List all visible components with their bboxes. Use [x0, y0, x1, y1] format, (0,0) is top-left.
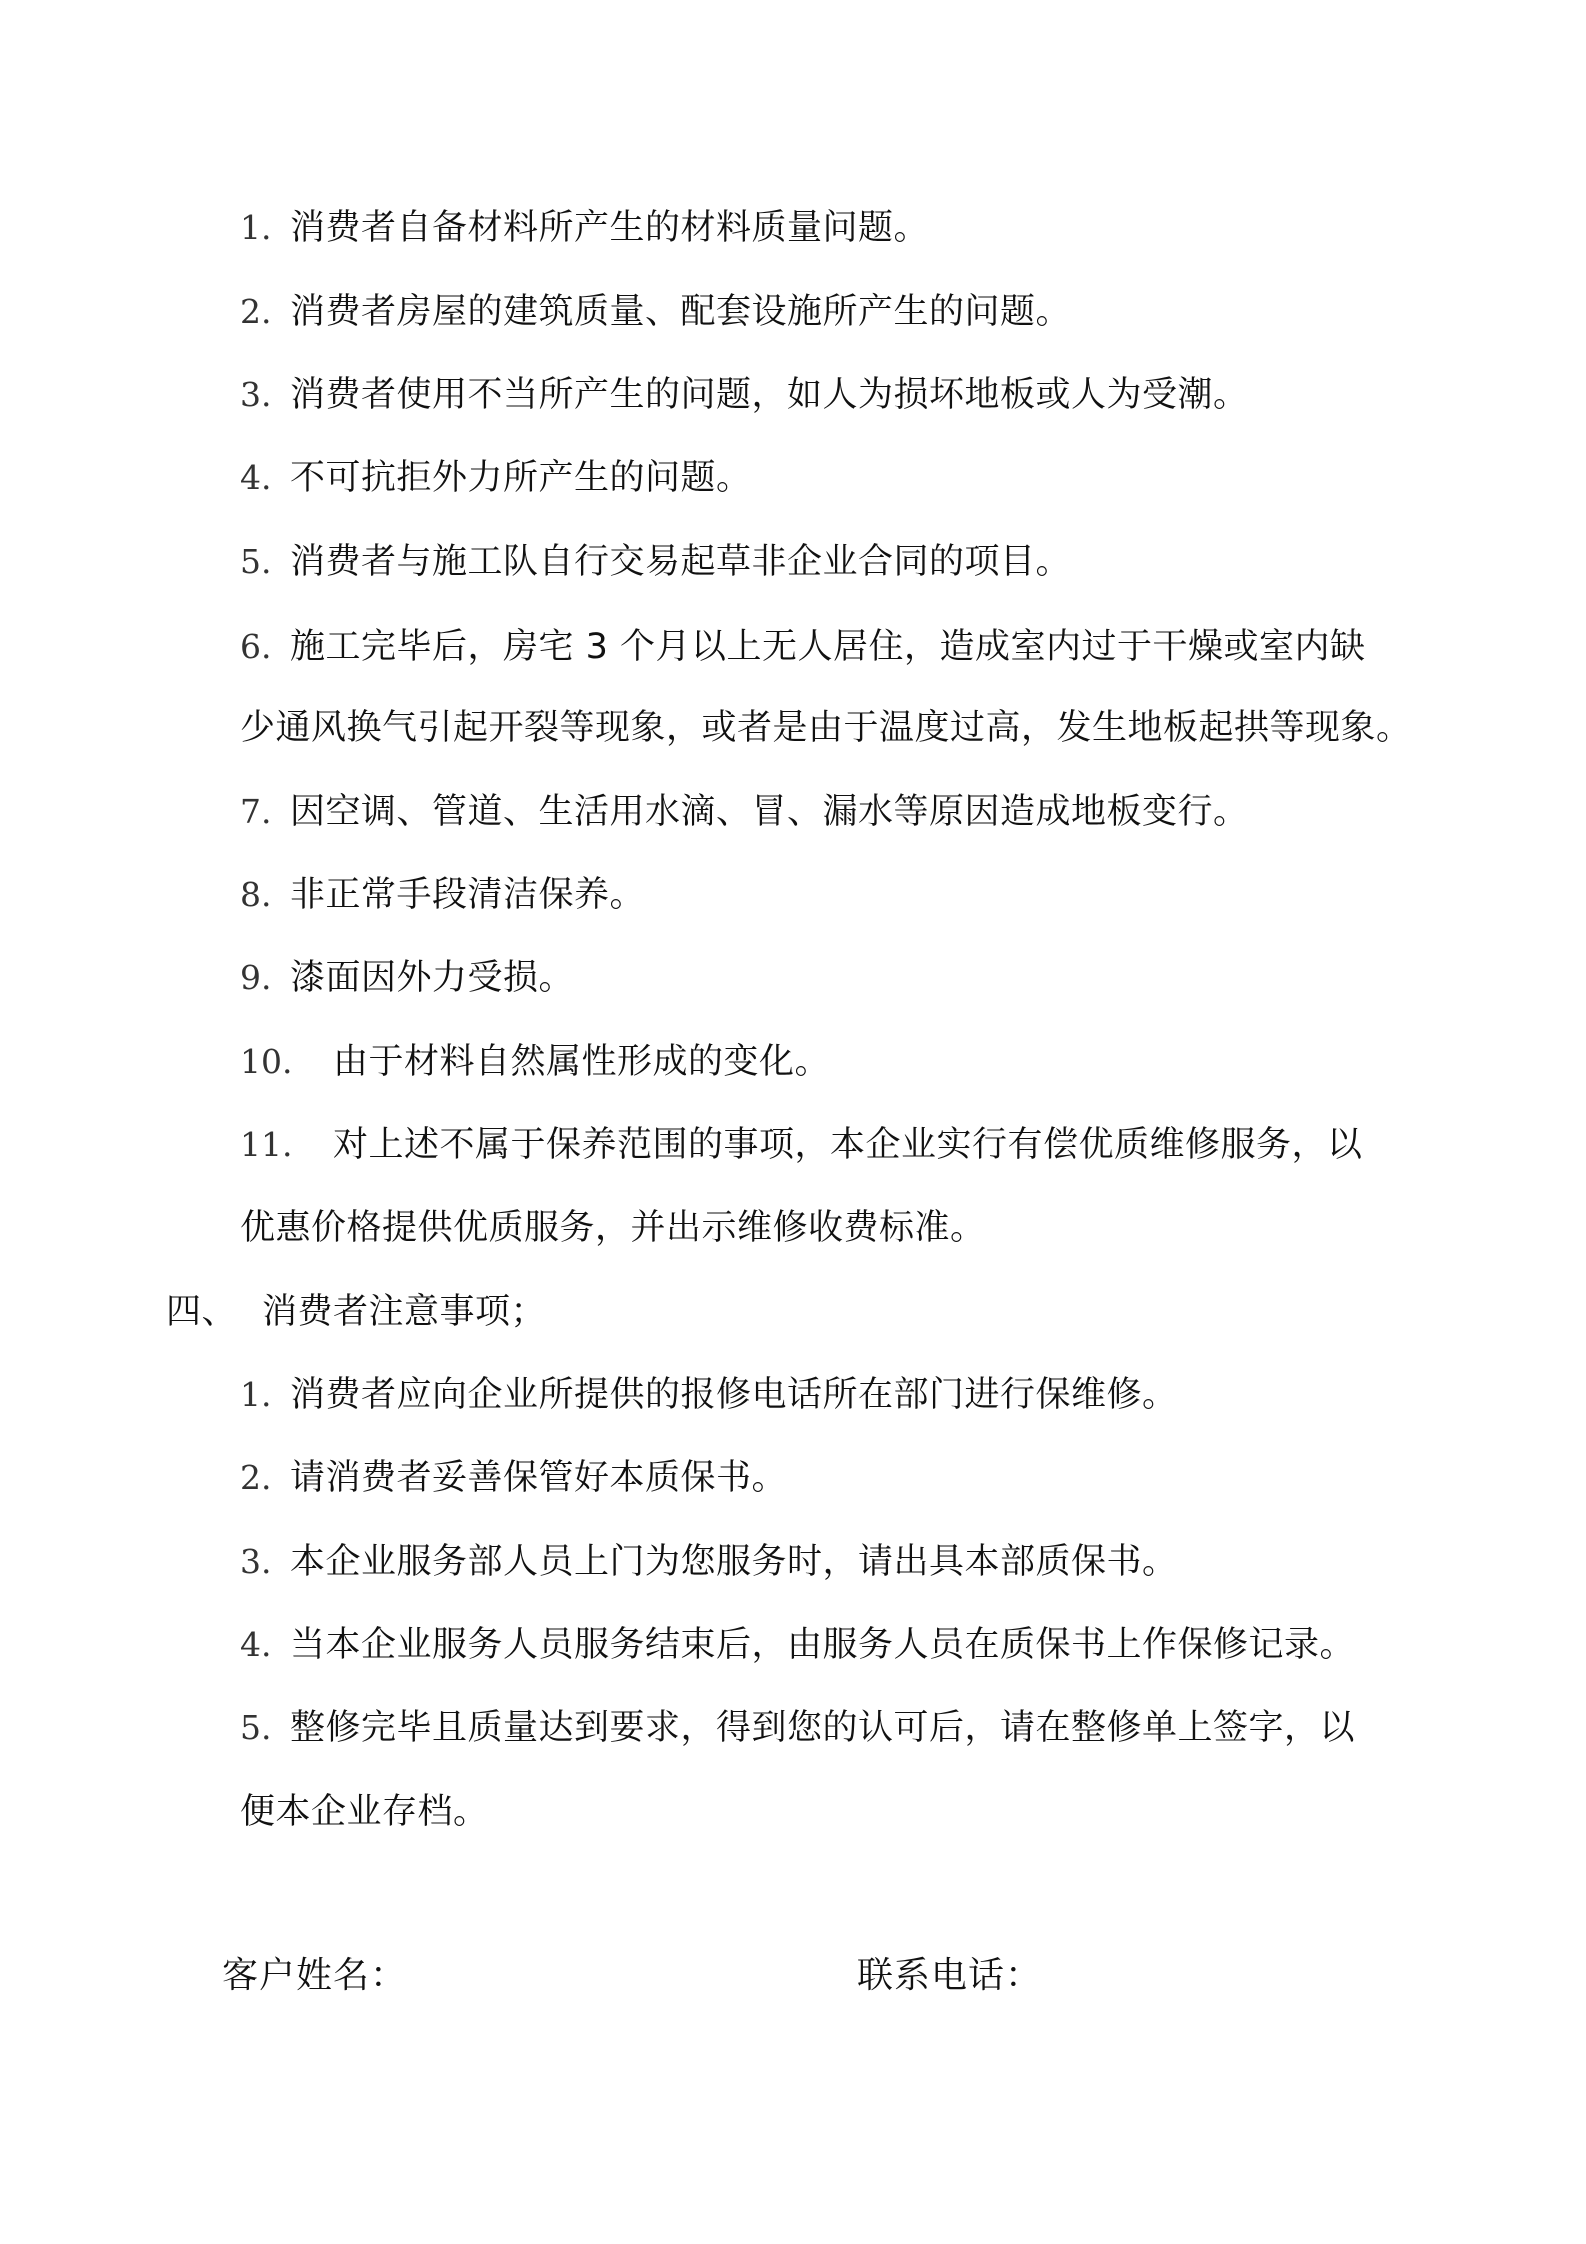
item-text: 对上述不属于保养范围的事项，本企业实行有偿优质维修服务，以 — [333, 1125, 1363, 1165]
item-number: 3. — [240, 1542, 272, 1581]
item-text: 因空调、管道、生活用水滴、冒、漏水等原因造成地板变行。 — [290, 792, 1249, 832]
item-text: 由于材料自然属性形成的变化。 — [333, 1042, 831, 1082]
item-number: 8. — [240, 875, 272, 914]
item-text-continuation: 便本企业存档。 — [240, 1792, 489, 1832]
item-number: 4. — [240, 1625, 272, 1664]
item-text: 当本企业服务人员服务结束后，由服务人员在质保书上作保修记录。 — [290, 1625, 1356, 1665]
item-number: 6. — [240, 627, 272, 666]
item-number: 5. — [240, 1708, 272, 1747]
item-text: 消费者房屋的建筑质量、配套设施所产生的问题。 — [290, 292, 1072, 332]
item-number: 1. — [240, 1375, 272, 1414]
item-text: 整修完毕且质量达到要求，得到您的认可后，请在整修单上签字，以 — [290, 1708, 1356, 1748]
item-number: 1. — [240, 208, 272, 247]
item-number: 7. — [240, 792, 272, 831]
item-text: 消费者自备材料所产生的材料质量问题。 — [290, 208, 930, 248]
item-text: 非正常手段清洁保养。 — [290, 875, 646, 915]
item-number: 11. — [240, 1125, 293, 1164]
item-number: 10. — [240, 1042, 293, 1081]
item-text: 漆面因外力受损。 — [290, 958, 575, 998]
item-text-continuation: 优惠价格提供优质服务，并出示维修收费标准。 — [240, 1208, 986, 1248]
item-text-continuation: 少通风换气引起开裂等现象，或者是由于温度过高，发生地板起拱等现象。 — [240, 708, 1412, 748]
item-text: 不可抗拒外力所产生的问题。 — [290, 458, 752, 498]
item-number: 9. — [240, 958, 272, 997]
item-number: 3. — [240, 375, 272, 414]
item-text: 请消费者妥善保管好本质保书。 — [290, 1458, 788, 1498]
item-number: 4. — [240, 458, 272, 497]
item-text: 施工完毕后，房宅 3 个月以上无人居住，造成室内过于干燥或室内缺 — [290, 627, 1366, 667]
customer-name-label: 客户姓名： — [222, 1955, 408, 1996]
phone-label: 联系电话： — [857, 1955, 1043, 1996]
item-number: 2. — [240, 1458, 272, 1497]
item-text: 本企业服务部人员上门为您服务时，请出具本部质保书。 — [290, 1542, 1178, 1582]
item-text: 消费者使用不当所产生的问题，如人为损坏地板或人为受潮。 — [290, 375, 1249, 415]
item-text: 消费者应向企业所提供的报修电话所在部门进行保维修。 — [290, 1375, 1178, 1415]
item-number: 2. — [240, 292, 272, 331]
item-number: 5. — [240, 542, 272, 581]
item-text: 消费者与施工队自行交易起草非企业合同的项目。 — [290, 542, 1072, 582]
section-number: 四、 — [166, 1292, 238, 1332]
section-title: 消费者注意事项； — [262, 1292, 547, 1332]
